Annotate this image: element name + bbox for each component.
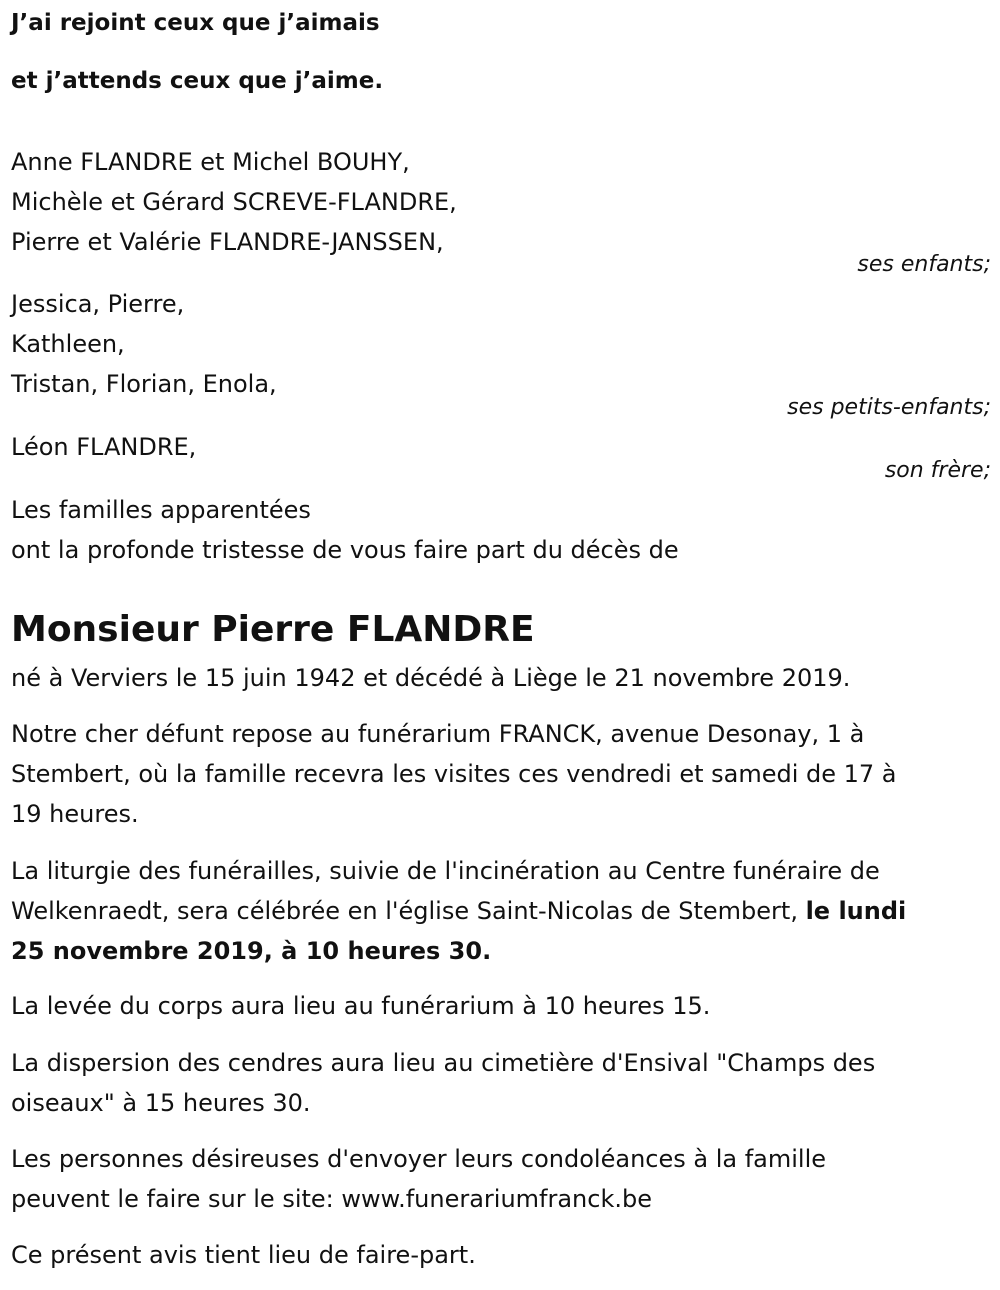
condolences-line: Les personnes désireuses d'envoyer leurs condoléances à la famille	[11, 1145, 827, 1173]
liturgy-paragraph	[11, 851, 991, 971]
quote-line-2: et j’attends ceux que j’aime.	[11, 68, 384, 94]
grandchild-name: Kathleen,	[11, 330, 125, 358]
families-line-1: Les familles apparentées	[11, 496, 311, 524]
dispersion-paragraph	[11, 1043, 991, 1123]
child-name: Pierre et Valérie FLANDRE-JANSSEN,	[11, 228, 444, 256]
notice-line: Ce présent avis tient lieu de faire-part.	[11, 1241, 476, 1269]
families-text	[11, 490, 991, 570]
grandchildren-list	[11, 284, 991, 404]
quote-line-1: J’ai rejoint ceux que j’aimais	[11, 10, 380, 36]
visitation-line: Stembert, où la famille recevra les visites ces vendredi et samedi de 17 à	[11, 760, 897, 788]
condolences-line: peuvent le faire sur le site: www.funerariumfranck.be	[11, 1185, 652, 1213]
brother-relation: son frère;	[884, 458, 991, 483]
deceased-name: Monsieur Pierre FLANDRE	[11, 609, 535, 650]
liturgy-line-1: La liturgie des funérailles, suivie de l'incinération au Centre funéraire de	[11, 857, 880, 885]
grandchild-name: Tristan, Florian, Enola,	[11, 370, 277, 398]
liturgy-line-3: 25 novembre 2019, à 10 heures 30.	[11, 937, 492, 965]
child-name: Anne FLANDRE et Michel BOUHY,	[11, 148, 410, 176]
liturgy-date-bold: le lundi	[805, 897, 907, 925]
deceased-dates	[11, 658, 991, 698]
visitation-paragraph	[11, 714, 991, 834]
levee-paragraph	[11, 986, 991, 1026]
liturgy-line-2	[11, 891, 991, 931]
brother-name: Léon FLANDRE,	[11, 433, 197, 461]
brother-list	[11, 427, 991, 467]
families-line-2: ont la profonde tristesse de vous faire part du décès de	[11, 536, 679, 564]
dispersion-line: oiseaux" à 15 heures 30.	[11, 1089, 311, 1117]
child-name: Michèle et Gérard SCREVE-FLANDRE,	[11, 188, 457, 216]
visitation-line: 19 heures.	[11, 800, 139, 828]
grandchild-name: Jessica, Pierre,	[11, 290, 185, 318]
visitation-line: Notre cher défunt repose au funérarium FRANCK, avenue Desonay, 1 à	[11, 720, 865, 748]
notice-paragraph	[11, 1235, 991, 1275]
condolences-paragraph	[11, 1139, 991, 1219]
levee-line: La levée du corps aura lieu au funérarium à 10 heures 15.	[11, 992, 711, 1020]
children-relation: ses enfants;	[857, 252, 991, 277]
grandchildren-relation: ses petits-enfants;	[787, 395, 991, 420]
dispersion-line: La dispersion des cendres aura lieu au cimetière d'Ensival "Champs des	[11, 1049, 876, 1077]
dates-line: né à Verviers le 15 juin 1942 et décédé à Liège le 21 novembre 2019.	[11, 664, 851, 692]
liturgy-line-2-regular: Welkenraedt, sera célébrée en l'église Saint-Nicolas de Stembert,	[11, 897, 806, 925]
children-list	[11, 142, 991, 262]
